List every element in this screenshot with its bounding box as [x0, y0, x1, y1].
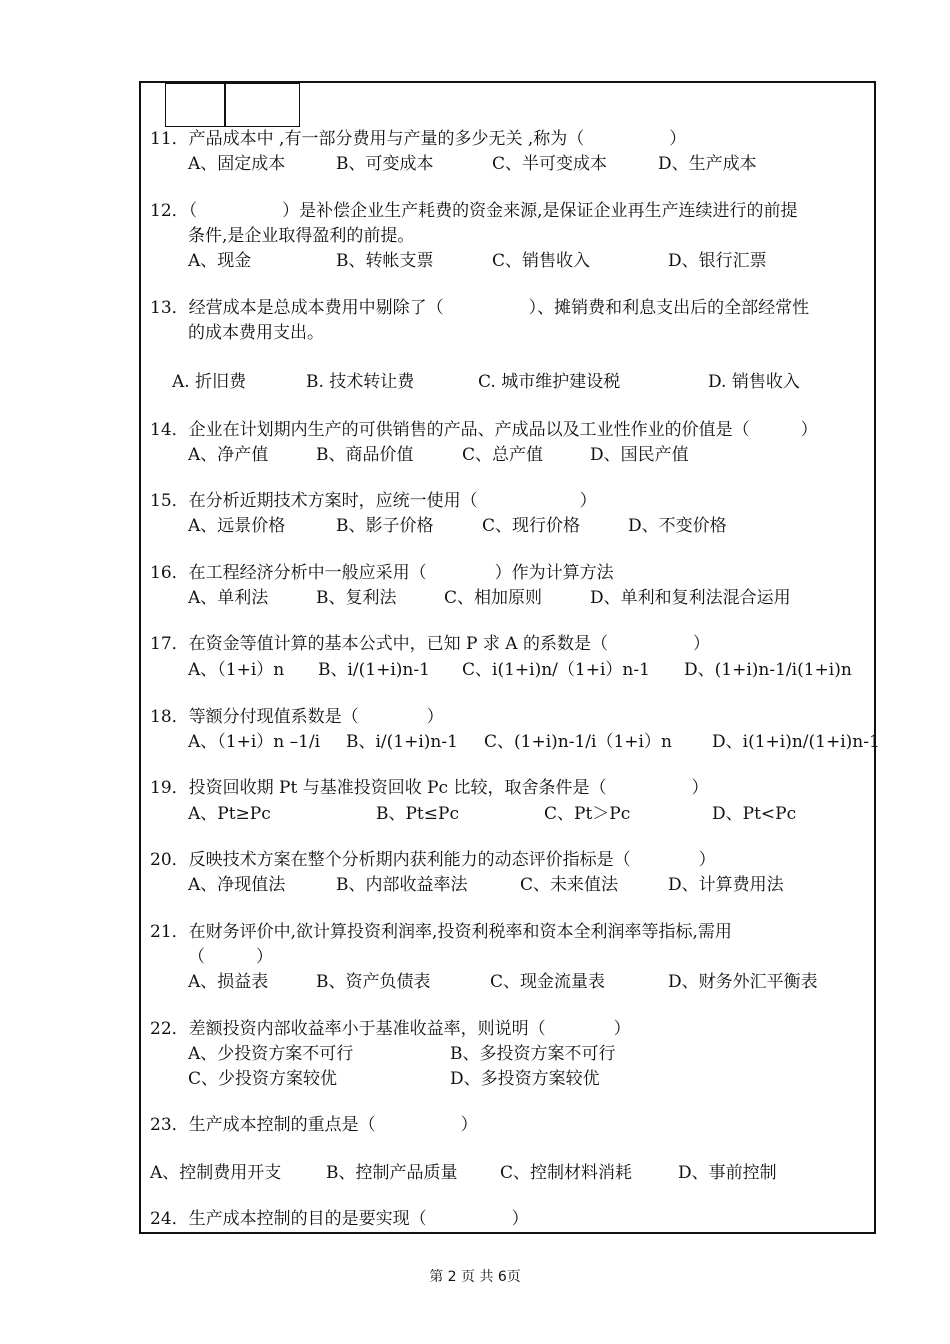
question-15-option-b: B、影子价格 [336, 516, 434, 536]
question-19-option-b: B、Pt≤Pc [376, 804, 459, 824]
question-22-option-d: D、多投资方案较优 [450, 1069, 600, 1089]
question-20-option-b: B、内部收益率法 [336, 875, 468, 895]
question-16-option-a: A、单利法 [188, 588, 269, 608]
question-14-option-c: C、总产值 [462, 445, 544, 465]
question-20-option-d: D、计算费用法 [668, 875, 784, 895]
question-11-option-b: B、可变成本 [336, 154, 434, 174]
score-box-right [224, 83, 300, 127]
question-23-stem: 23．生产成本控制的重点是（ ） [150, 1115, 478, 1135]
question-11-stem: 11．产品成本中 ,有一部分费用与产量的多少无关 ,称为（ ） [150, 129, 687, 149]
question-21-option-a: A、损益表 [188, 972, 269, 992]
question-23-option-d: D、事前控制 [678, 1163, 777, 1183]
question-17-stem: 17．在资金等值计算的基本公式中，已知 P 求 A 的系数是（ ） [150, 634, 710, 654]
question-16-stem: 16．在工程经济分析中一般应采用（ ）作为计算方法 [150, 563, 614, 583]
page-footer: 第 2 页 共 6页 [429, 1269, 521, 1285]
question-19-option-a: A、Pt≥Pc [188, 804, 271, 824]
question-17-option-b: B、i/(1+i)n-1 [318, 660, 430, 680]
question-18-option-c: C、(1+i)n-1/i（1+i）n [484, 732, 672, 752]
question-18-option-b: B、i/(1+i)n-1 [346, 732, 458, 752]
question-21-option-b: B、资产负债表 [316, 972, 431, 992]
question-15-option-a: A、远景价格 [188, 516, 286, 536]
question-20-option-a: A、净现值法 [188, 875, 286, 895]
question-12-option-b: B、转帐支票 [336, 251, 434, 271]
question-17-option-c: C、i(1+i)n/（1+i）n-1 [462, 660, 650, 680]
question-23-option-a: A、控制费用开支 [150, 1163, 282, 1183]
question-11-option-a: A、固定成本 [188, 154, 286, 174]
question-18-option-d: D、i(1+i)n/(1+i)n-1 [712, 732, 880, 752]
score-box-left [165, 83, 226, 127]
question-14-option-a: A、净产值 [188, 445, 269, 465]
question-21-stem-cont: （ ） [188, 947, 273, 967]
question-13-option-d: D. 销售收入 [708, 372, 800, 392]
question-12-stem-cont: 条件,是企业取得盈利的前提。 [188, 226, 415, 246]
question-20-option-c: C、未来值法 [520, 875, 619, 895]
question-15-option-c: C、现行价格 [482, 516, 581, 536]
question-12-option-a: A、现金 [188, 251, 252, 271]
question-15-stem: 15．在分析近期技术方案时，应统一使用（ ） [150, 491, 597, 511]
question-13-stem-cont: 的成本费用支出。 [188, 323, 324, 343]
question-13-option-a: A. 折旧费 [172, 372, 247, 392]
question-12-stem: 12．（ ）是补偿企业生产耗费的资金来源,是保证企业再生产连续进行的前提 [150, 201, 798, 221]
question-24-stem: 24．生产成本控制的目的是要实现（ ） [150, 1209, 529, 1229]
question-16-option-d: D、单利和复利法混合运用 [590, 588, 791, 608]
question-19-option-c: C、Pt＞Pc [544, 804, 631, 824]
question-14-stem: 14．企业在计划期内生产的可供销售的产品、产成品以及工业性作业的价值是（ ） [150, 420, 818, 440]
question-13-stem: 13．经营成本是总成本费用中剔除了（ ）、摊销费和利息支出后的全部经常性 [150, 298, 810, 318]
question-12-option-d: D、银行汇票 [668, 251, 767, 271]
question-22-option-a: A、少投资方案不可行 [188, 1044, 354, 1064]
question-18-stem: 18．等额分付现值系数是（ ） [150, 707, 444, 727]
question-18-option-a: A、（1+i）n –1/i [188, 732, 321, 752]
question-17-option-a: A、（1+i）n [188, 660, 285, 680]
question-13-option-c: C. 城市维护建设税 [478, 372, 621, 392]
question-22-stem: 22．差额投资内部收益率小于基准收益率，则说明（ ） [150, 1019, 631, 1039]
question-17-option-d: D、(1+i)n-1/i(1+i)n [684, 660, 852, 680]
question-11-option-d: D、生产成本 [658, 154, 757, 174]
question-22-option-c: C、少投资方案较优 [188, 1069, 338, 1089]
question-15-option-d: D、不变价格 [628, 516, 727, 536]
question-12-option-c: C、销售收入 [492, 251, 591, 271]
question-19-stem: 19．投资回收期 Pt 与基准投资回收 Pc 比较，取舍条件是（ ） [150, 778, 709, 798]
question-19-option-d: D、Pt<Pc [712, 804, 797, 824]
question-11-option-c: C、半可变成本 [492, 154, 608, 174]
question-21-stem: 21．在财务评价中,欲计算投资利润率,投资利税率和资本全利润率等指标,需用 [150, 922, 732, 942]
question-16-option-c: C、相加原则 [444, 588, 543, 608]
question-20-stem: 20．反映技术方案在整个分析期内获利能力的动态评价指标是（ ） [150, 850, 716, 870]
question-14-option-d: D、国民产值 [590, 445, 689, 465]
question-23-option-c: C、控制材料消耗 [500, 1163, 633, 1183]
question-23-option-b: B、控制产品质量 [326, 1163, 458, 1183]
question-14-option-b: B、商品价值 [316, 445, 414, 465]
question-21-option-c: C、现金流量表 [490, 972, 606, 992]
question-13-option-b: B. 技术转让费 [306, 372, 415, 392]
question-22-option-b: B、多投资方案不可行 [450, 1044, 616, 1064]
question-21-option-d: D、财务外汇平衡表 [668, 972, 818, 992]
question-16-option-b: B、复利法 [316, 588, 397, 608]
